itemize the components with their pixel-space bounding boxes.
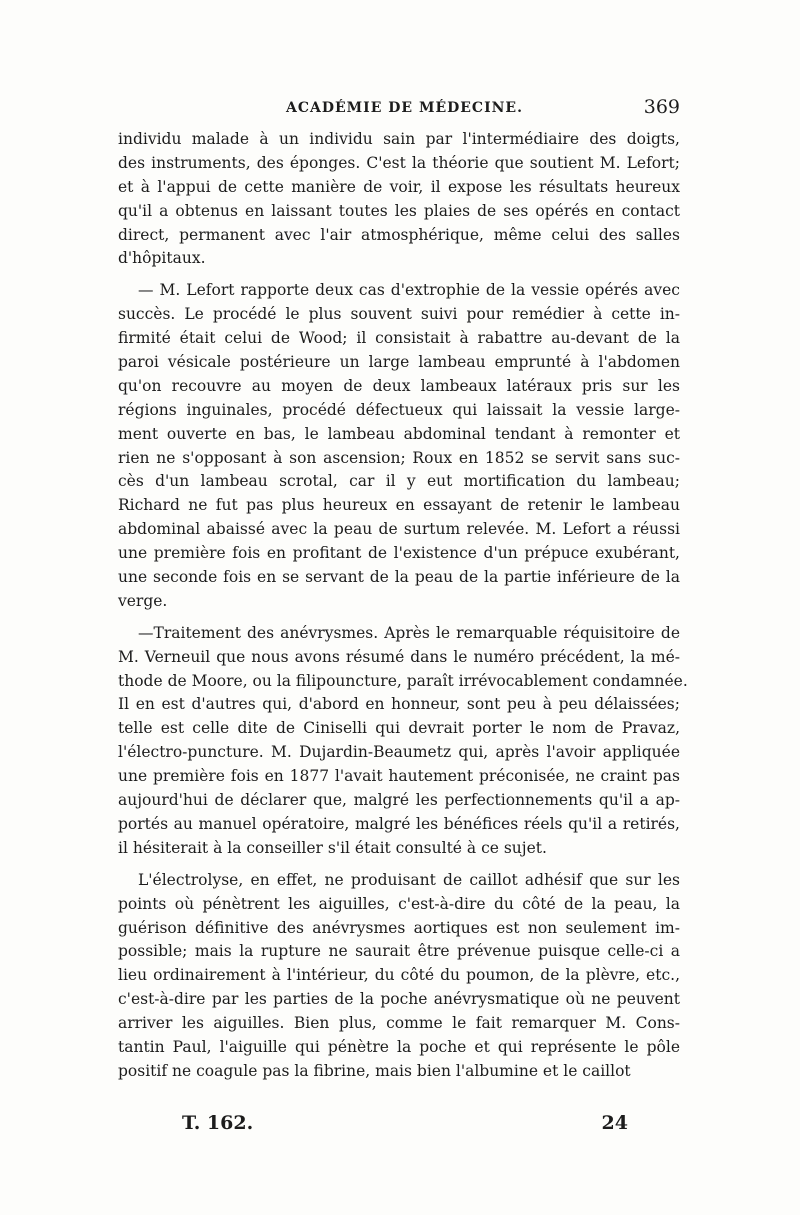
text-line: possible; mais la rupture ne saurait être prévenue puisque celle-ci a (118, 942, 680, 961)
paragraph (118, 128, 680, 271)
text-line: qu'on recouvre au moyen de deux lambeaux latéraux pris sur les (118, 376, 680, 395)
text-line: points où pénètrent les aiguilles, c'est-à-dire du côté de la peau, la (118, 894, 680, 913)
body-text (118, 128, 688, 1084)
text-line: cès d'un lambeau scrotal, car il y eut mortification du lambeau; (118, 472, 680, 491)
paragraph-gap (118, 271, 680, 279)
text-line: des instruments, des éponges. C'est la théorie que soutient M. Lefort; (118, 153, 680, 172)
text-line: M. Verneuil que nous avons résumé dans le numéro précédent, la mé- (118, 647, 680, 666)
volume-signature: T. 162. (182, 1112, 254, 1134)
page-number: 369 (643, 96, 680, 118)
paragraph (118, 622, 688, 861)
text-line: individu malade à un individu sain par l'intermédiaire des doigts, (118, 130, 680, 148)
paragraph-gap (118, 861, 680, 869)
sheet-signature: 24 (601, 1112, 628, 1134)
text-line: —Traitement des anévrysmes. Après le remarquable réquisitoire de (138, 623, 680, 642)
text-line: — M. Lefort rapporte deux cas d'extrophie de la vessie opérés avec (138, 281, 680, 300)
text-line: l'électro-puncture. M. Dujardin-Beaumetz qui, après l'avoir appliquée (118, 743, 680, 762)
text-line: telle est celle dite de Ciniselli qui devrait porter le nom de Pravaz, (118, 719, 680, 738)
text-line: verge. (118, 591, 168, 610)
text-line: aujourd'hui de déclarer que, malgré les perfectionnements qu'il a ap- (118, 791, 680, 810)
text-line: ment ouverte en bas, le lambeau abdominal tendant à remonter et (118, 424, 680, 443)
text-line: arriver les aiguilles. Bien plus, comme le fait remarquer M. Cons- (118, 1014, 680, 1033)
paragraph (118, 279, 680, 613)
text-line: une seconde fois en se servant de la peau de la partie inférieure de la (118, 568, 680, 587)
text-line: c'est-à-dire par les parties de la poche anévrysmatique où ne peuvent (118, 990, 680, 1009)
text-line: et à l'appui de cette manière de voir, il expose les résultats heureux (118, 177, 680, 196)
running-title: ACADÉMIE DE MÉDECINE. (286, 100, 523, 116)
page-footer (182, 1112, 628, 1138)
text-line: tantin Paul, l'aiguille qui pénètre la poche et qui représente le pôle (118, 1037, 680, 1056)
text-line: une première fois en profitant de l'existence d'un prépuce exubérant, (118, 544, 680, 563)
text-line: d'hôpitaux. (118, 249, 206, 268)
text-line: il hésiterait à la conseiller s'il était consulté à ce sujet. (118, 838, 547, 857)
text-line: portés au manuel opératoire, malgré les bénéfices réels qu'il a retirés, (118, 814, 680, 833)
text-line: rien ne s'opposant à son ascension; Roux en 1852 se servit sans suc- (118, 448, 680, 467)
text-line: lieu ordinairement à l'intérieur, du côté du poumon, de la plèvre, etc., (118, 966, 680, 985)
text-line: régions inguinales, procédé défectueux qui laissait la vessie large- (118, 400, 680, 419)
paragraph-gap (118, 614, 680, 622)
text-line: abdominal abaissé avec la peau de surtum relevée. M. Lefort a réussi (118, 520, 680, 539)
text-line: une première fois en 1877 l'avait hautement préconisée, ne craint pas (118, 767, 680, 786)
text-line: direct, permanent avec l'air atmosphérique, même celui des salles (118, 225, 680, 244)
text-line: guérison définitive des anévrysmes aortiques est non seulement im- (118, 918, 680, 937)
text-line: Il en est d'autres qui, d'abord en honneur, sont peu à peu délaissées; (118, 695, 680, 714)
text-line: qu'il a obtenus en laissant toutes les plaies de ses opérés en contact (118, 201, 680, 220)
text-line: positif ne coagule pas la fibrine, mais bien l'albumine et le caillot (118, 1061, 631, 1080)
text-line: thode de Moore, ou la filipouncture, paraît irrévocablement condamnée. (118, 671, 688, 690)
text-line: succès. Le procédé le plus souvent suivi pour remédier à cette in- (118, 305, 680, 324)
text-line: paroi vésicale postérieure un large lambeau emprunté à l'abdomen (118, 353, 680, 372)
text-line: firmité était celui de Wood; il consistait à rabattre au-devant de la (118, 329, 680, 348)
text-line: Richard ne fut pas plus heureux en essayant de retenir le lambeau (118, 496, 680, 515)
text-line: L'électrolyse, en effet, ne produisant de caillot adhésif que sur les (138, 870, 680, 889)
paragraph (118, 869, 680, 1084)
page-header (118, 96, 680, 124)
